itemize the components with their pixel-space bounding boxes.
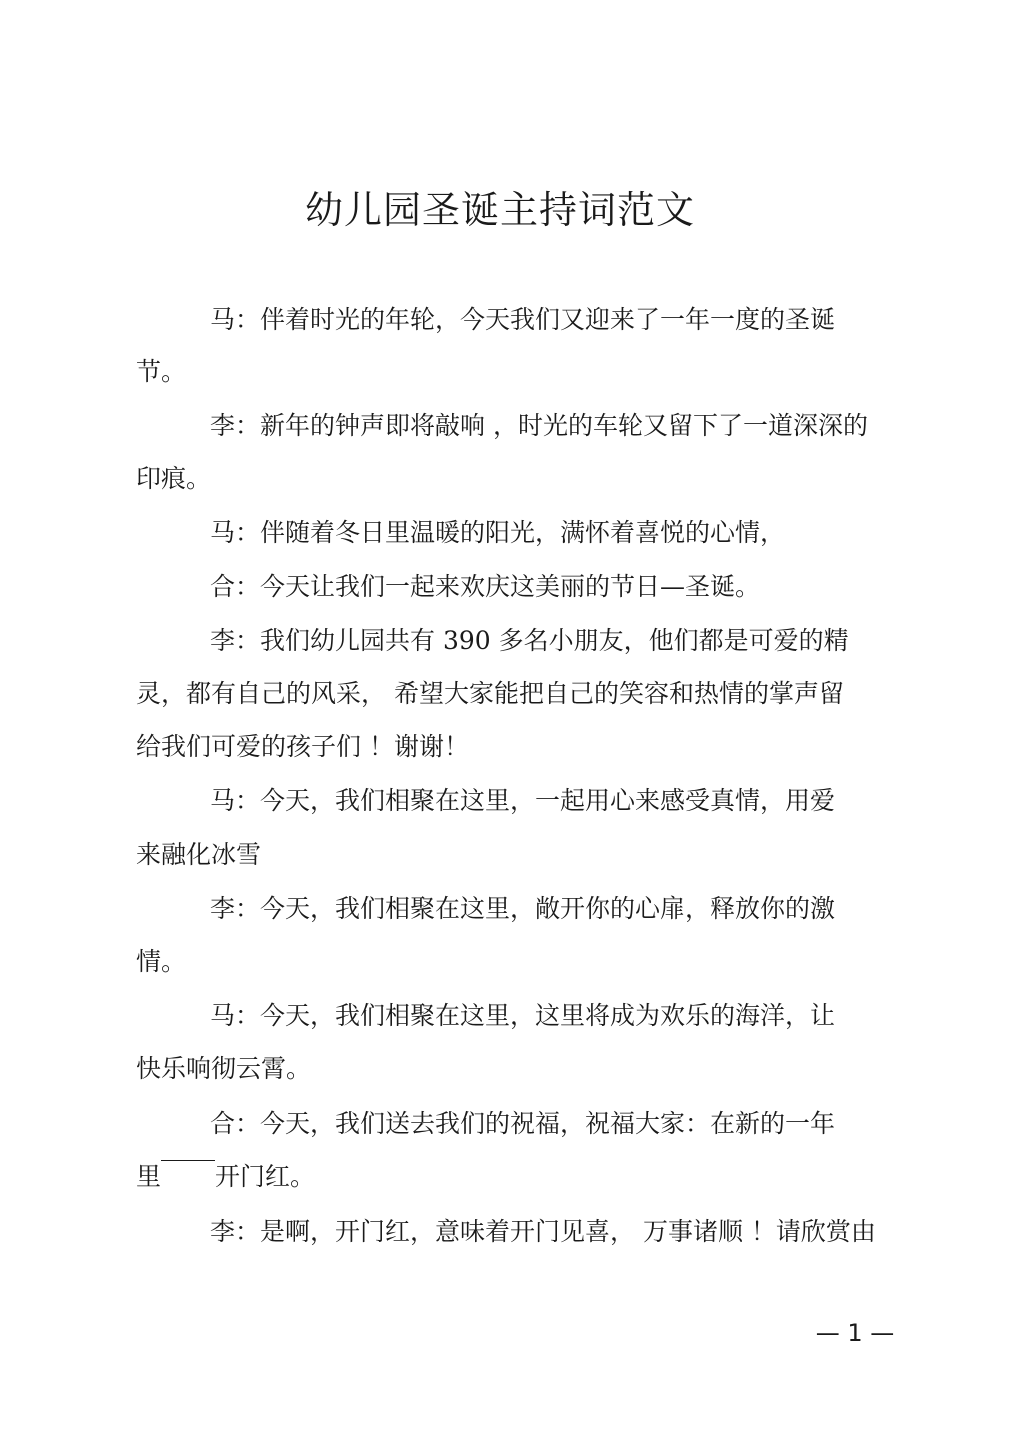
paragraph-line: 给我们可爱的孩子们 ！谢谢！	[136, 732, 469, 761]
paragraph-line: 快乐响彻云霄。	[136, 1054, 312, 1083]
page-number: — 1 —	[815, 1319, 895, 1347]
paragraph-line: 马：今天，我们相聚在这里，一起用心来感受真情，用爱	[210, 786, 836, 815]
paragraph-line: 马：今天，我们相聚在这里，这里将成为欢乐的海洋，让	[210, 1001, 836, 1030]
paragraph-line: 马：伴随着冬日里温暖的阳光，满怀着喜悦的心情，	[210, 518, 786, 547]
paragraph-line: 合：今天，我们送去我们的祝福，祝福大家：在新的一年	[210, 1109, 836, 1138]
line-text: 开门红。	[215, 1162, 316, 1191]
paragraph-line: 情。	[136, 947, 187, 976]
paragraph-line: 李：新年的钟声即将敲响 ，时光的车轮又留下了一道深深的	[210, 411, 868, 440]
paragraph-line: 李：是啊，开门红，意味着开门见喜， 万事诸顺 ！请欣赏由	[210, 1217, 876, 1246]
paragraph-line	[136, 1159, 315, 1195]
paragraph-line: 印痕。	[136, 464, 212, 493]
paragraph-line: 合：今天让我们一起来欢庆这美丽的节日—圣诞。	[210, 572, 761, 601]
dash-rule	[161, 1160, 215, 1161]
line-text: 里	[136, 1162, 162, 1191]
paragraph-line: 节。	[136, 357, 187, 386]
paragraph-line: 李：我们幼儿园共有 390 多名小朋友，他们都是可爱的精	[210, 626, 849, 655]
paragraph-line: 来融化冰雪	[136, 840, 262, 869]
paragraph-line: 灵，都有自己的风采， 希望大家能把自己的笑容和热情的掌声留	[136, 679, 844, 708]
paragraph-line: 李：今天，我们相聚在这里，敞开你的心扉，释放你的激	[210, 894, 836, 923]
document-title: 幼儿园圣诞主持词范文	[304, 188, 695, 232]
paragraph-line: 马：伴着时光的年轮，今天我们又迎来了一年一度的圣诞	[210, 305, 836, 334]
